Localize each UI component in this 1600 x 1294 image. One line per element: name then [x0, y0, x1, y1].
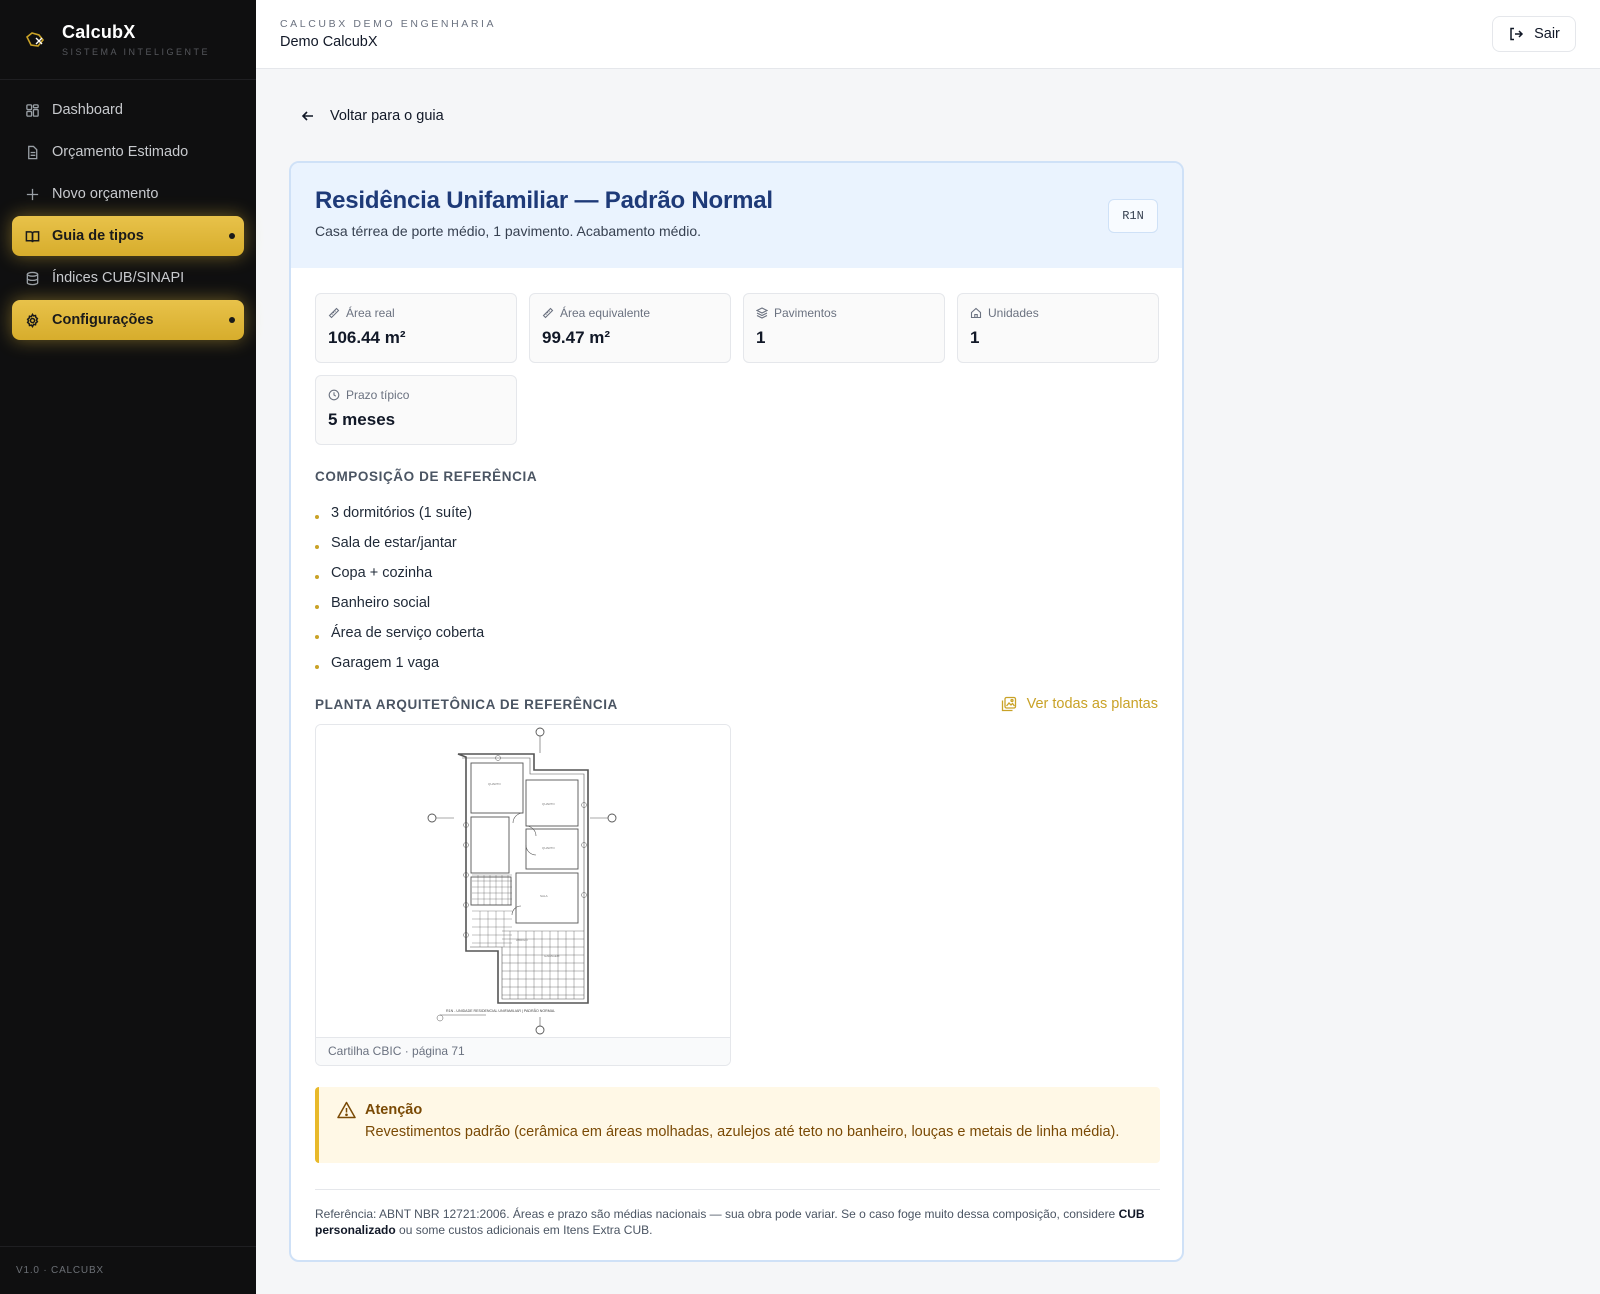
sidebar-item-indices[interactable]: [12, 258, 244, 298]
list-item: Banheiro social: [315, 588, 484, 618]
sidebar-item-label: Dashboard: [52, 102, 123, 118]
ruler-icon: [328, 307, 340, 319]
stat-value: 99.47 m²: [542, 328, 611, 347]
gallery-icon: [1001, 696, 1017, 712]
home-icon: [970, 307, 982, 319]
active-indicator-dot: [229, 317, 235, 323]
sidebar-item-label: Orçamento Estimado: [52, 144, 189, 160]
calcubx-logo-icon: [24, 29, 46, 51]
plan-heading: PLANTA ARQUITETÔNICA DE REFERÊNCIA: [315, 697, 618, 712]
divider: [315, 1189, 1160, 1190]
card-header: [291, 163, 1182, 268]
sidebar-item-guia-de-tipos[interactable]: [12, 216, 244, 256]
database-icon: [24, 270, 40, 286]
stat-value: 1: [756, 328, 766, 347]
floor-plan-image[interactable]: [316, 725, 730, 1037]
org-kicker: CALCUBX DEMO ENGENHARIA: [280, 18, 497, 30]
svg-text:QUARTO: QUARTO: [488, 782, 501, 786]
building-type-card: [289, 161, 1184, 1262]
list-item: Copa + cozinha: [315, 558, 484, 588]
page-title: Residência Unifamiliar — Padrão Normal: [315, 187, 773, 214]
view-all-plans-label: Ver todas as plantas: [1026, 696, 1158, 712]
stat-pavimentos: [743, 293, 945, 363]
org-name: Demo CalcubX: [280, 34, 378, 50]
alert-body: Revestimentos padrão (cerâmica em áreas molhadas, azulejos até teto no banheiro, louças e metais de linha média).: [365, 1124, 1120, 1140]
stat-label: Área equivalente: [560, 306, 651, 320]
stat-value: 5 meses: [328, 410, 396, 429]
sidebar-item-orcamento-estimado[interactable]: [12, 132, 244, 172]
logout-button[interactable]: [1492, 16, 1576, 52]
brand-name: CalcubX: [62, 22, 136, 42]
sidebar-item-dashboard[interactable]: [12, 90, 244, 130]
brand-subtitle: SISTEMA INTELIGENTE: [62, 47, 211, 57]
arrow-left-icon: [300, 108, 316, 124]
grid-icon: [24, 102, 40, 118]
sidebar-item-novo-orcamento[interactable]: [12, 174, 244, 214]
gear-icon: [24, 312, 40, 328]
stat-unidades: [957, 293, 1159, 363]
stat-value: 1: [970, 328, 980, 347]
sidebar-item-label: Novo orçamento: [52, 186, 159, 202]
stat-label: Área real: [346, 306, 395, 320]
stat-area-equivalente: [529, 293, 731, 363]
reference-footnote: Referência: ABNT NBR 12721:2006. Áreas e prazo são médias nacionais — sua obra pode variar. Se o caso foge muito dessa composição, considere CUB personalizado ou some custos adicionais em Itens Extra CUB.: [315, 1207, 1145, 1237]
svg-text:ABRIGO: ABRIGO: [516, 938, 528, 942]
stat-label: Prazo típico: [346, 388, 410, 402]
brand[interactable]: [0, 0, 256, 80]
svg-text:QUARTO: QUARTO: [542, 802, 555, 806]
ruler-icon: [542, 307, 554, 319]
logout-icon: [1508, 26, 1524, 42]
svg-text:QUARTO: QUARTO: [542, 846, 555, 850]
stat-value: 106.44 m²: [328, 328, 406, 347]
list-item: Sala de estar/jantar: [315, 528, 484, 558]
custom-cub-emphasis: CUB personalizado: [315, 1207, 1145, 1237]
plan-caption: Cartilha CBIC · página 71: [316, 1037, 730, 1065]
stat-label: Unidades: [988, 306, 1039, 320]
book-icon: [24, 228, 40, 244]
sidebar-item-configuracoes[interactable]: [12, 300, 244, 340]
active-indicator-dot: [229, 233, 235, 239]
attention-alert: [315, 1087, 1160, 1163]
stat-area-real: [315, 293, 517, 363]
stat-label: Pavimentos: [774, 306, 837, 320]
sidebar: [0, 0, 256, 1294]
alert-title: Atenção: [365, 1102, 423, 1118]
list-item: 3 dormitórios (1 suíte): [315, 498, 484, 528]
logout-label: Sair: [1534, 26, 1560, 42]
stat-prazo-tipico: [315, 375, 517, 445]
sidebar-item-label: Configurações: [52, 312, 154, 328]
floor-plan-figure: [315, 724, 731, 1066]
svg-text:SALA: SALA: [540, 894, 548, 898]
layers-icon: [756, 307, 768, 319]
list-item: Garagem 1 vaga: [315, 648, 484, 678]
floor-plan-drawing-label: R1N - UNIDADE RESIDENCIAL UNIFAMILIAR | PADRÃO NORMAL: [446, 1009, 556, 1013]
back-to-guide-link[interactable]: [300, 108, 444, 124]
list-item: Área de serviço coberta: [315, 618, 484, 648]
sidebar-item-label: Guia de tipos: [52, 228, 144, 244]
warning-icon: [337, 1101, 356, 1119]
type-description: Casa térrea de porte médio, 1 pavimento. Acabamento médio.: [315, 223, 701, 239]
document-icon: [24, 144, 40, 160]
app-version: V1.0 · CALCUBX: [0, 1246, 256, 1294]
top-header: [256, 0, 1600, 69]
sidebar-item-label: Índices CUB/SINAPI: [52, 270, 185, 286]
composition-list: [315, 498, 484, 678]
composition-heading: COMPOSIÇÃO DE REFERÊNCIA: [315, 469, 538, 484]
sidebar-nav: [0, 80, 256, 352]
view-all-plans-link[interactable]: [1001, 696, 1158, 712]
type-code-badge: R1N: [1108, 199, 1158, 233]
svg-text:GARAGEM: GARAGEM: [544, 954, 560, 958]
clock-icon: [328, 389, 340, 401]
plus-icon: [24, 186, 40, 202]
back-label: Voltar para o guia: [330, 108, 444, 124]
